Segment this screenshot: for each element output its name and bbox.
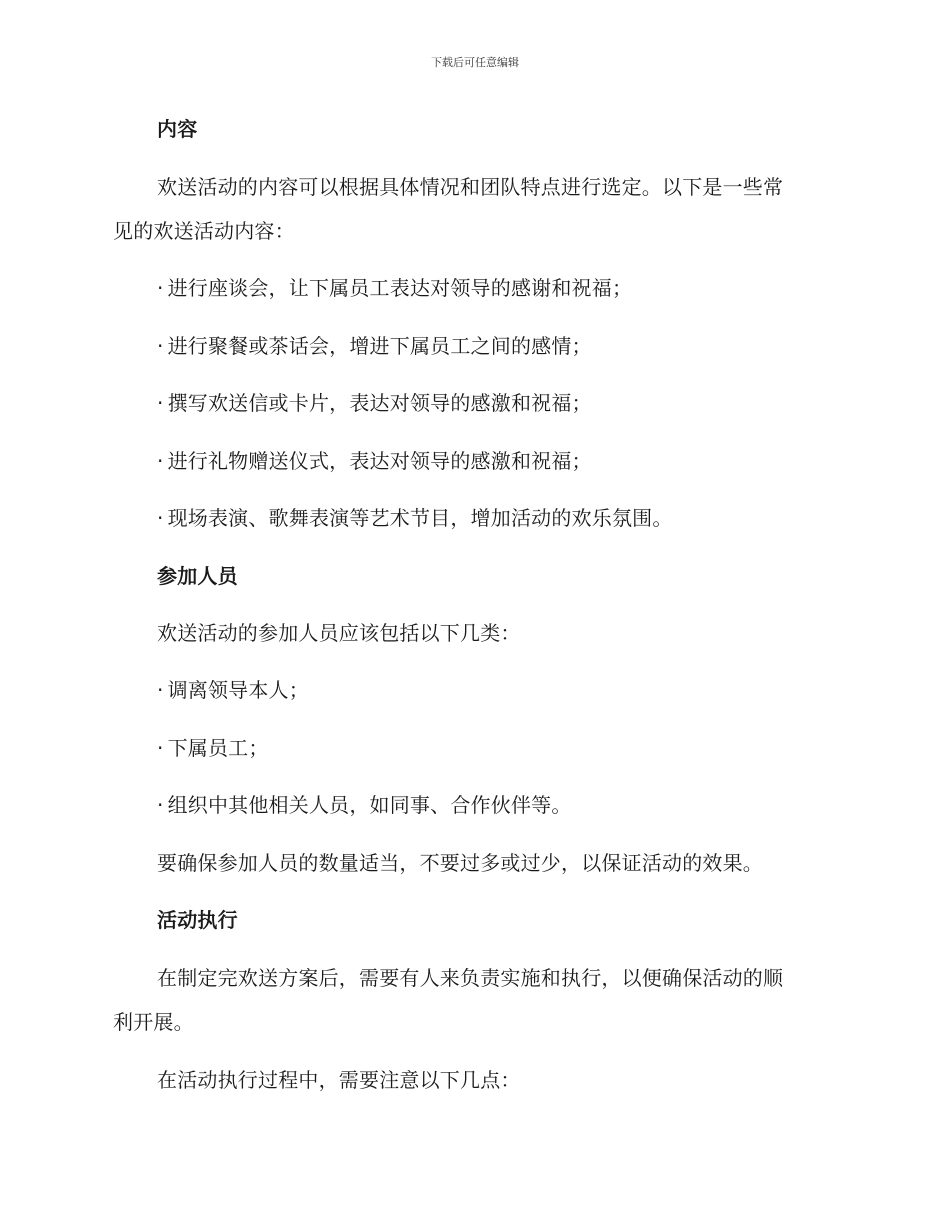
paragraph-line: 要确保参加人员的数量适当，不要过多或过少，以保证活动的效果。	[157, 851, 763, 875]
list-item	[157, 793, 572, 817]
paragraph-line: 在活动执行过程中，需要注意以下几点：	[157, 1068, 521, 1092]
list-item	[157, 276, 632, 300]
bullet-icon: ·	[157, 449, 164, 473]
list-item-text: 组织中其他相关人员，如同事、合作伙伴等。	[167, 793, 572, 817]
bullet-icon: ·	[157, 391, 164, 415]
list-item-text: 下属员工；	[167, 736, 269, 760]
list-item	[157, 449, 592, 473]
list-item-text: 现场表演、歌舞表演等艺术节目，增加活动的欢乐氛围。	[167, 506, 673, 530]
bullet-icon: ·	[157, 793, 164, 817]
list-item	[157, 736, 269, 760]
list-item-text: 进行座谈会，让下属员工表达对领导的感谢和祝福；	[167, 276, 633, 300]
bullet-icon: ·	[157, 678, 164, 702]
list-item-text: 进行聚餐或茶话会，增进下属员工之间的感情；	[167, 334, 592, 358]
paragraph-line: 见的欢送活动内容：	[113, 219, 295, 243]
list-item	[157, 334, 592, 358]
paragraph-line: 欢送活动的内容可以根据具体情况和团队特点进行选定。以下是一些常	[157, 175, 784, 199]
section-heading-participants: 参加人员	[157, 564, 238, 588]
list-item	[157, 391, 592, 415]
page-header: 下载后可任意编辑	[431, 56, 519, 69]
bullet-icon: ·	[157, 334, 164, 358]
list-item-text: 撰写欢送信或卡片，表达对领导的感激和祝福；	[167, 391, 592, 415]
list-item-text: 进行礼物赠送仪式，表达对领导的感激和祝福；	[167, 449, 592, 473]
bullet-icon: ·	[157, 276, 164, 300]
list-item-text: 调离领导本人；	[167, 678, 309, 702]
bullet-icon: ·	[157, 736, 164, 760]
list-item	[157, 506, 673, 530]
list-item	[157, 678, 309, 702]
section-heading-execution: 活动执行	[157, 908, 238, 932]
paragraph-line: 欢送活动的参加人员应该包括以下几类：	[157, 621, 521, 645]
bullet-icon: ·	[157, 506, 164, 530]
paragraph-line: 利开展。	[113, 1010, 194, 1034]
paragraph-line: 在制定完欢送方案后，需要有人来负责实施和执行，以便确保活动的顺	[157, 966, 784, 990]
section-heading-content: 内容	[157, 117, 198, 141]
